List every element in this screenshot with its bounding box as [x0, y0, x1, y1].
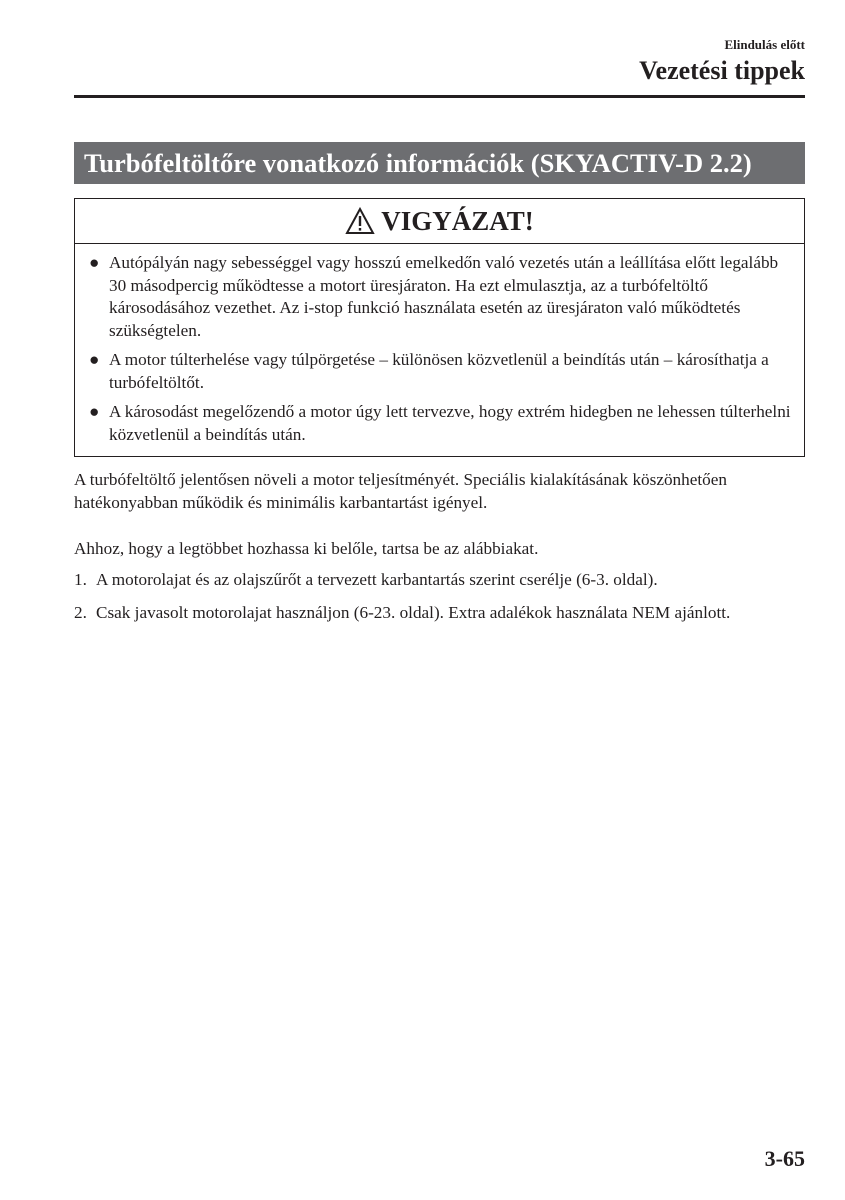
caution-header: [75, 199, 804, 244]
page-number: 3-65: [764, 1146, 805, 1171]
caution-item: [87, 349, 792, 394]
bullet: ●: [89, 350, 100, 369]
intro-paragraph: A turbófeltöltő jelentősen növeli a motor teljesítményét. Speciális kialakításának köszönhetően hatékonyabban működik és minimális karbantartást igényel.: [74, 470, 727, 512]
caution-title: VIGYÁZAT!: [381, 205, 534, 236]
step-text: Csak javasolt motorolajat használjon (6-23. oldal). Extra adalékok használata NEM ajánlott.: [96, 603, 731, 622]
list-item: [74, 568, 805, 591]
caution-item-text: A motor túlterhelése vagy túlpörgetése – különösen közvetlenül a beindítás után – károsíthatja a turbófeltöltőt.: [109, 350, 769, 392]
caution-item-text: Autópályán nagy sebességgel vagy hosszú emelkedőn való vezetés után a leállítása előtt legalább 30 másodpercig működtesse a motort üresjáraton. Ha ezt elmulasztja, az a turbófeltöltő károsodásához vezethet. Az i-stop funkció használata esetén az üresjáraton való működtetés szükségtelen.: [109, 253, 779, 340]
chapter-label: Elindulás előtt: [724, 37, 805, 52]
caution-list: [75, 244, 804, 446]
caution-item: [87, 401, 792, 446]
header-divider: [74, 95, 805, 98]
step-text: A motorolajat és az olajszűrőt a tervezett karbantartás szerint cserélje (6-3. oldal).: [96, 570, 658, 589]
step-number: 2.: [74, 603, 87, 622]
bullet: ●: [89, 402, 100, 421]
topic-heading: Turbófeltöltőre vonatkozó információk (SKYACTIV-D 2.2): [74, 142, 805, 184]
steps-list: [74, 568, 805, 634]
caution-item: [87, 252, 792, 342]
caution-item-text: A károsodást megelőzendő a motor úgy lett tervezve, hogy extrém hidegben ne lehessen túlterhelni közvetlenül a beindítás után.: [109, 402, 791, 444]
step-number: 1.: [74, 570, 87, 589]
section-title: Vezetési tippek: [639, 56, 805, 85]
caution-box: [74, 198, 805, 457]
instruction-paragraph: Ahhoz, hogy a legtöbbet hozhassa ki belőle, tartsa be az alábbiakat.: [74, 539, 539, 558]
bullet: ●: [89, 253, 100, 272]
list-item: [74, 601, 805, 624]
warning-triangle-icon: [345, 207, 375, 235]
